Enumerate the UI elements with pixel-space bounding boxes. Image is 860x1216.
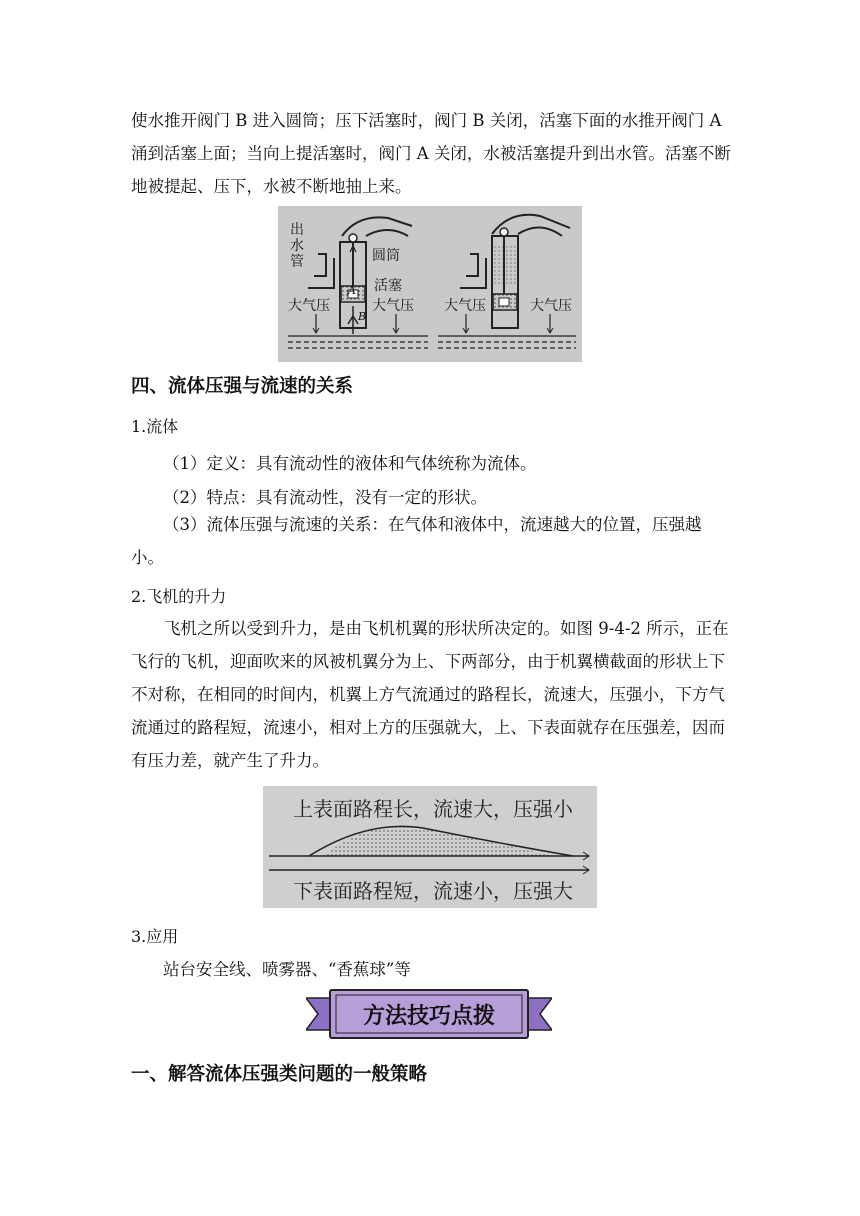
outlet-label-1: 出	[290, 222, 304, 238]
wing-diagram	[263, 786, 597, 908]
lift-paragraph: 飞机之所以受到升力，是由飞机机翼的形状所决定的。如图 9-4-2 所示，正在飞行的飞机，迎面吹来的风被机翼分为上、下两部分，由于机翼横截面的形状上下不对称，在相同的时间内，机翼上方气流通过的路程长，流速大，压强小，下方气流通过的路程短，流速小，相对上方的压强就大，上、下表面就存在压强差，因而有压力差，就产生了升力。	[131, 619, 729, 770]
valve-a-label: A	[348, 284, 356, 297]
atm-label-right-2: 大气压	[530, 298, 572, 314]
upper-surface-text: 上表面路程长，流速大，压强小	[293, 797, 573, 821]
section-4-title: 四、流体压强与流速的关系	[131, 376, 354, 397]
fluid-feature: （2）特点：具有流动性，没有一定的形状。	[163, 488, 487, 507]
subsection-application: 3.应用	[131, 927, 179, 946]
subsection-fluid: 1.流体	[131, 417, 179, 436]
valve-b-label: B	[358, 310, 367, 323]
piston-label: 活塞	[374, 278, 402, 294]
intro-paragraph: 使水推开阀门 B 进入圆筒；压下活塞时，阀门 B 关闭，活塞下面的水推开阀门 A 涌到活塞上面；当向上提活塞时，阀门 A 关闭，水被活塞提升到出水管。活塞不断地被提起、压下，水被不断地抽上来。	[131, 111, 731, 196]
banner-text: 方法技巧点拨	[362, 1003, 496, 1029]
lower-surface-text: 下表面路程短，流速小，压强大	[293, 879, 573, 903]
wing-figure	[263, 786, 597, 908]
fluid-pressure-relation: （3）流体压强与流速的关系：在气体和液体中，流速越大的位置，压强越小。	[131, 515, 702, 567]
subsection-lift: 2.飞机的升力	[131, 587, 227, 606]
atm-label-left-1: 大气压	[288, 298, 330, 314]
fluid-definition: （1）定义：具有流动性的液体和气体统称为流体。	[163, 454, 537, 473]
pump-figure	[278, 206, 582, 362]
applications-text: 站台安全线、喷雾器、“香蕉球”等	[163, 960, 411, 979]
cylinder-label: 圆筒	[372, 248, 400, 264]
pump-diagram	[278, 206, 582, 362]
atm-label-left-2: 大气压	[444, 298, 486, 314]
atm-label-right-1: 大气压	[372, 298, 414, 314]
outlet-label-3: 管	[290, 254, 304, 270]
next-section-title: 一、解答流体压强类问题的一般策略	[131, 1064, 428, 1085]
outlet-label-2: 水	[290, 238, 304, 254]
method-tips-banner	[306, 986, 552, 1042]
